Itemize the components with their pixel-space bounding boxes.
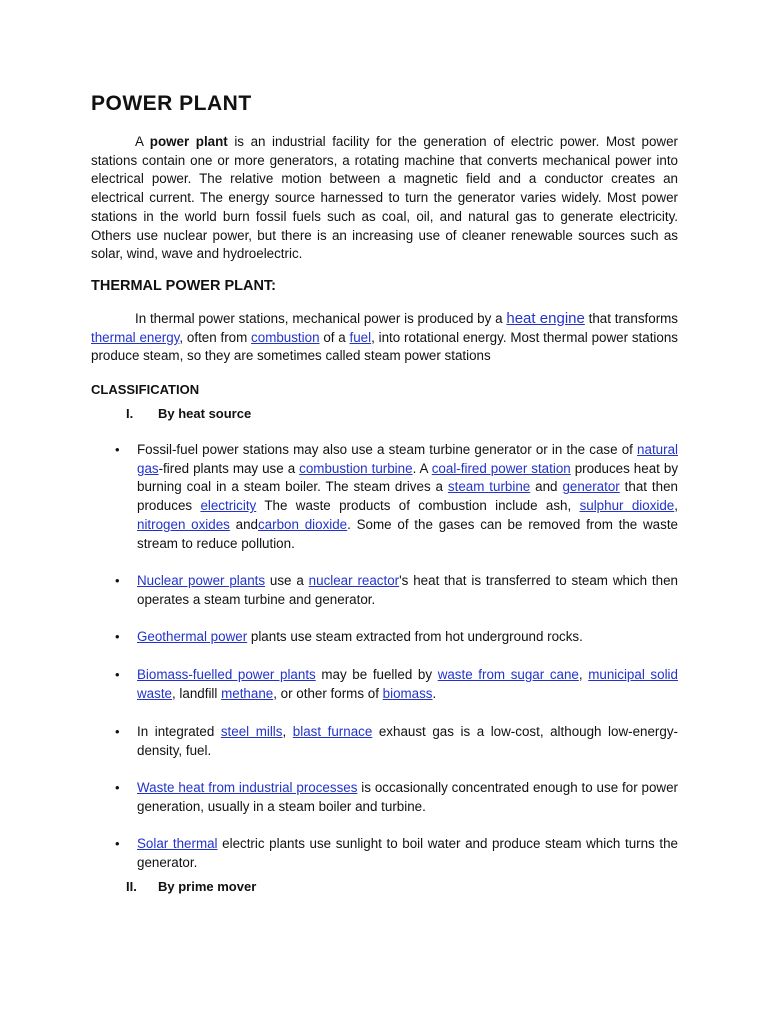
thermal-text: , often from: [179, 329, 252, 345]
link-biomass[interactable]: biomass: [382, 685, 433, 701]
item-text: , landfill: [171, 685, 222, 701]
link-electricity[interactable]: electricity: [200, 498, 257, 514]
list-item-geothermal: [115, 628, 678, 647]
link-coal-fired-power-station[interactable]: coal-fired power station: [431, 460, 571, 476]
link-generator[interactable]: generator: [562, 479, 620, 495]
subsection-label: By prime mover: [158, 879, 257, 894]
item-text: that then produces: [137, 479, 678, 514]
list-item-fossil: [115, 441, 679, 553]
item-text: ,: [578, 667, 589, 682]
item-text: produces heat by burning coal in a steam boiler. The steam drives a: [137, 460, 679, 495]
subsection-label: By heat source: [158, 406, 252, 421]
bullet-icon: •: [115, 724, 120, 739]
link-combustion[interactable]: combustion: [251, 329, 320, 345]
bullet-icon: •: [115, 442, 120, 457]
bullet-icon: •: [115, 667, 120, 682]
item-text: may be fuelled by: [315, 667, 438, 682]
thermal-text: , into rotational energy. Most thermal power stations produce steam, so they are sometimes called steam power stations: [91, 329, 678, 364]
item-text: use a: [265, 573, 309, 588]
link-nitrogen-oxides[interactable]: nitrogen oxides: [137, 516, 230, 532]
roman-numeral: I.: [126, 406, 134, 421]
item-text: and: [229, 516, 258, 532]
item-text: .: [432, 685, 437, 701]
link-carbon-dioxide[interactable]: carbon dioxide: [257, 516, 348, 532]
item-text: -fired plants may use a: [158, 460, 300, 476]
link-nuclear-power-plants[interactable]: Nuclear power plants: [137, 573, 266, 588]
bullet-icon: •: [115, 629, 120, 644]
item-text: is occasionally concentrated enough to use for power generation, usually in a steam boiler and turbine.: [137, 780, 678, 814]
link-steel-mills[interactable]: steel mills: [220, 724, 283, 739]
item-text: electric plants use sunlight to boil water and produce steam which turns the generator.: [137, 836, 678, 870]
item-text: ,: [282, 724, 293, 739]
link-geothermal-power[interactable]: Geothermal power: [137, 629, 248, 644]
list-item-biomass: [115, 666, 678, 703]
item-text: 's heat that is transferred to steam which then operates a steam turbine and generator.: [137, 573, 678, 607]
item-text: and: [530, 479, 563, 495]
link-nuclear-reactor[interactable]: nuclear reactor: [308, 573, 400, 588]
bullet-icon: •: [115, 573, 120, 588]
item-text: Fossil-fuel power stations may also use a steam turbine generator or in the case of: [137, 442, 638, 457]
subsection-heat-source: [126, 406, 251, 421]
thermal-paragraph: [91, 310, 678, 366]
intro-bold-term: power plant: [149, 134, 228, 149]
link-blast-furnace[interactable]: blast furnace: [292, 724, 373, 739]
intro-paragraph: [91, 133, 678, 264]
thermal-text: of a: [319, 329, 350, 345]
link-fuel[interactable]: fuel: [349, 329, 372, 345]
list-item-steel-mills: [115, 723, 678, 760]
item-text: The waste products of combustion include ash,: [256, 498, 580, 514]
list-item-solar-thermal: [115, 835, 678, 872]
bullet-icon: •: [115, 780, 120, 795]
link-thermal-energy[interactable]: thermal energy: [91, 329, 180, 345]
thermal-text: In thermal power stations, mechanical power is produced by a: [135, 311, 507, 326]
item-text: plants use steam extracted from hot underground rocks.: [247, 629, 583, 644]
link-combustion-turbine[interactable]: combustion turbine: [299, 460, 413, 476]
link-solar-thermal[interactable]: Solar thermal: [137, 836, 218, 851]
link-waste-from-sugar-cane[interactable]: waste from sugar cane: [437, 667, 579, 682]
item-text: . Some of the gases can be removed from the waste stream to reduce pollution.: [137, 516, 678, 551]
link-steam-turbine[interactable]: steam turbine: [447, 479, 531, 495]
link-waste-heat[interactable]: Waste heat from industrial processes: [137, 780, 358, 795]
bullet-icon: •: [115, 836, 120, 851]
link-methane[interactable]: methane: [221, 685, 274, 701]
item-text: , or other forms of: [273, 685, 383, 701]
section-heading-thermal: THERMAL POWER PLANT:: [91, 278, 277, 294]
link-natural-gas[interactable]: natural gas: [137, 442, 678, 476]
item-text: In integrated: [137, 724, 221, 739]
page-title: POWER PLANT: [91, 92, 252, 115]
link-heat-engine[interactable]: heat engine: [506, 310, 585, 327]
link-municipal-solid-waste[interactable]: municipal solid waste: [137, 667, 678, 701]
item-text: exhaust gas is a low-cost, although low-energy-density, fuel.: [137, 724, 678, 758]
link-biomass-fuelled-power-plants[interactable]: Biomass-fuelled power plants: [137, 667, 316, 682]
subsection-prime-mover: [126, 879, 256, 894]
list-item-waste-heat: [115, 779, 678, 816]
classification-heading: CLASSIFICATION: [91, 382, 200, 397]
list-item-nuclear: [115, 572, 678, 609]
intro-text: is an industrial facility for the generation of electric power. Most power stations contain one or more generators, a rotating machine that converts mechanical power into electrical power. The relative motion between a magnetic field and a conductor creates an electrical current. The energy source harnessed to turn the generator varies widely. Most power stations in the world burn fossil fuels such as coal, oil, and natural gas to generate electricity. Others use nuclear power, but there is an increasing use of cleaner renewable sources such as solar, wind, wave and hydroelectric.: [91, 134, 678, 262]
item-text: ,: [674, 498, 678, 514]
item-text: . A: [412, 460, 432, 476]
roman-numeral: II.: [126, 879, 137, 894]
intro-text: A: [135, 134, 150, 149]
thermal-text: that transforms: [584, 311, 679, 326]
link-sulphur-dioxide[interactable]: sulphur dioxide: [579, 498, 675, 514]
